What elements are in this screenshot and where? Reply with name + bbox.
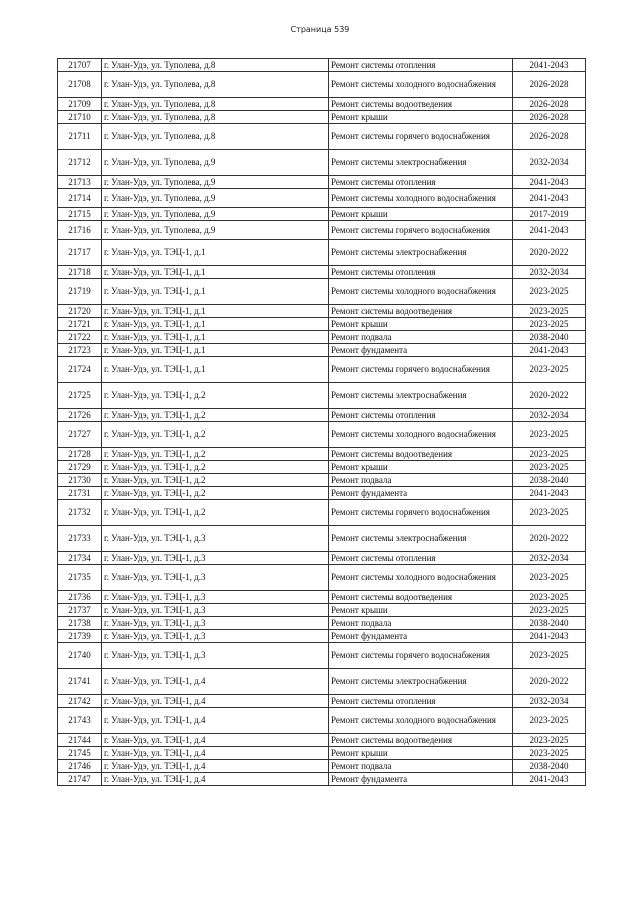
period-cell: 2023-2025 bbox=[513, 734, 586, 747]
work-type-cell: Ремонт фундамента bbox=[329, 630, 513, 643]
work-type-cell: Ремонт системы отопления bbox=[329, 409, 513, 422]
work-type-cell: Ремонт фундамента bbox=[329, 487, 513, 500]
address-cell: г. Улан-Удэ, ул. Туполева, д.9 bbox=[102, 208, 329, 221]
table-row bbox=[58, 695, 586, 708]
period-cell: 2023-2025 bbox=[513, 318, 586, 331]
address-cell: г. Улан-Удэ, ул. ТЭЦ-1, д.3 bbox=[102, 630, 329, 643]
table-row bbox=[58, 604, 586, 617]
table-row bbox=[58, 344, 586, 357]
row-number: 21738 bbox=[58, 617, 102, 630]
work-type-cell: Ремонт крыши bbox=[329, 604, 513, 617]
address-cell: г. Улан-Удэ, ул. ТЭЦ-1, д.1 bbox=[102, 240, 329, 266]
address-cell: г. Улан-Удэ, ул. ТЭЦ-1, д.3 bbox=[102, 552, 329, 565]
row-number: 21735 bbox=[58, 565, 102, 591]
table-row bbox=[58, 526, 586, 552]
table-row bbox=[58, 773, 586, 786]
table-row bbox=[58, 643, 586, 669]
period-cell: 2023-2025 bbox=[513, 422, 586, 448]
table-row bbox=[58, 279, 586, 305]
address-cell: г. Улан-Удэ, ул. ТЭЦ-1, д.3 bbox=[102, 643, 329, 669]
address-cell: г. Улан-Удэ, ул. ТЭЦ-1, д.3 bbox=[102, 526, 329, 552]
row-number: 21713 bbox=[58, 176, 102, 189]
table-row bbox=[58, 318, 586, 331]
row-number: 21714 bbox=[58, 189, 102, 208]
period-cell: 2026-2028 bbox=[513, 111, 586, 124]
work-type-cell: Ремонт подвала bbox=[329, 331, 513, 344]
row-number: 21708 bbox=[58, 72, 102, 98]
row-number: 21712 bbox=[58, 150, 102, 176]
work-type-cell: Ремонт системы водоотведения bbox=[329, 98, 513, 111]
row-number: 21730 bbox=[58, 474, 102, 487]
work-type-cell: Ремонт крыши bbox=[329, 461, 513, 474]
row-number: 21725 bbox=[58, 383, 102, 409]
row-number: 21740 bbox=[58, 643, 102, 669]
address-cell: г. Улан-Удэ, ул. Туполева, д.9 bbox=[102, 221, 329, 240]
period-cell: 2032-2034 bbox=[513, 552, 586, 565]
row-number: 21744 bbox=[58, 734, 102, 747]
table-row bbox=[58, 734, 586, 747]
address-cell: г. Улан-Удэ, ул. Туполева, д.9 bbox=[102, 189, 329, 208]
table-row bbox=[58, 72, 586, 98]
work-type-cell: Ремонт системы холодного водоснабжения bbox=[329, 708, 513, 734]
row-number: 21736 bbox=[58, 591, 102, 604]
work-type-cell: Ремонт системы электроснабжения bbox=[329, 240, 513, 266]
work-type-cell: Ремонт системы горячего водоснабжения bbox=[329, 357, 513, 383]
table-row bbox=[58, 474, 586, 487]
address-cell: г. Улан-Удэ, ул. ТЭЦ-1, д.2 bbox=[102, 448, 329, 461]
address-cell: г. Улан-Удэ, ул. ТЭЦ-1, д.3 bbox=[102, 591, 329, 604]
period-cell: 2023-2025 bbox=[513, 643, 586, 669]
work-type-cell: Ремонт системы холодного водоснабжения bbox=[329, 72, 513, 98]
period-cell: 2023-2025 bbox=[513, 461, 586, 474]
period-cell: 2020-2022 bbox=[513, 669, 586, 695]
period-cell: 2032-2034 bbox=[513, 266, 586, 279]
row-number: 21743 bbox=[58, 708, 102, 734]
row-number: 21718 bbox=[58, 266, 102, 279]
row-number: 21733 bbox=[58, 526, 102, 552]
work-type-cell: Ремонт фундамента bbox=[329, 773, 513, 786]
address-cell: г. Улан-Удэ, ул. Туполева, д.8 bbox=[102, 111, 329, 124]
work-type-cell: Ремонт системы горячего водоснабжения bbox=[329, 500, 513, 526]
row-number: 21720 bbox=[58, 305, 102, 318]
period-cell: 2038-2040 bbox=[513, 331, 586, 344]
table-row bbox=[58, 630, 586, 643]
address-cell: г. Улан-Удэ, ул. ТЭЦ-1, д.2 bbox=[102, 422, 329, 448]
period-cell: 2041-2043 bbox=[513, 221, 586, 240]
work-type-cell: Ремонт системы водоотведения bbox=[329, 591, 513, 604]
address-cell: г. Улан-Удэ, ул. ТЭЦ-1, д.2 bbox=[102, 500, 329, 526]
period-cell: 2023-2025 bbox=[513, 448, 586, 461]
work-type-cell: Ремонт крыши bbox=[329, 318, 513, 331]
row-number: 21729 bbox=[58, 461, 102, 474]
work-type-cell: Ремонт системы отопления bbox=[329, 59, 513, 72]
period-cell: 2023-2025 bbox=[513, 279, 586, 305]
work-type-cell: Ремонт системы электроснабжения bbox=[329, 669, 513, 695]
address-cell: г. Улан-Удэ, ул. ТЭЦ-1, д.2 bbox=[102, 409, 329, 422]
address-cell: г. Улан-Удэ, ул. ТЭЦ-1, д.4 bbox=[102, 760, 329, 773]
address-cell: г. Улан-Удэ, ул. Туполева, д.8 bbox=[102, 59, 329, 72]
address-cell: г. Улан-Удэ, ул. ТЭЦ-1, д.3 bbox=[102, 565, 329, 591]
work-type-cell: Ремонт системы холодного водоснабжения bbox=[329, 189, 513, 208]
period-cell: 2032-2034 bbox=[513, 150, 586, 176]
work-type-cell: Ремонт системы отопления bbox=[329, 552, 513, 565]
period-cell: 2038-2040 bbox=[513, 474, 586, 487]
period-cell: 2023-2025 bbox=[513, 591, 586, 604]
table-row bbox=[58, 357, 586, 383]
address-cell: г. Улан-Удэ, ул. ТЭЦ-1, д.1 bbox=[102, 331, 329, 344]
address-cell: г. Улан-Удэ, ул. ТЭЦ-1, д.4 bbox=[102, 773, 329, 786]
work-type-cell: Ремонт системы горячего водоснабжения bbox=[329, 643, 513, 669]
address-cell: г. Улан-Удэ, ул. ТЭЦ-1, д.4 bbox=[102, 695, 329, 708]
address-cell: г. Улан-Удэ, ул. ТЭЦ-1, д.1 bbox=[102, 279, 329, 305]
row-number: 21709 bbox=[58, 98, 102, 111]
row-number: 21732 bbox=[58, 500, 102, 526]
row-number: 21719 bbox=[58, 279, 102, 305]
period-cell: 2026-2028 bbox=[513, 98, 586, 111]
table-row bbox=[58, 500, 586, 526]
row-number: 21737 bbox=[58, 604, 102, 617]
table-row bbox=[58, 708, 586, 734]
table-row bbox=[58, 552, 586, 565]
table-row bbox=[58, 617, 586, 630]
period-cell: 2038-2040 bbox=[513, 617, 586, 630]
period-cell: 2023-2025 bbox=[513, 604, 586, 617]
work-type-cell: Ремонт системы отопления bbox=[329, 695, 513, 708]
work-type-cell: Ремонт системы отопления bbox=[329, 176, 513, 189]
period-cell: 2020-2022 bbox=[513, 383, 586, 409]
address-cell: г. Улан-Удэ, ул. ТЭЦ-1, д.4 bbox=[102, 734, 329, 747]
table-row bbox=[58, 150, 586, 176]
table-row bbox=[58, 760, 586, 773]
row-number: 21726 bbox=[58, 409, 102, 422]
work-type-cell: Ремонт крыши bbox=[329, 111, 513, 124]
table-row bbox=[58, 461, 586, 474]
table-row bbox=[58, 409, 586, 422]
table-row bbox=[58, 189, 586, 208]
row-number: 21717 bbox=[58, 240, 102, 266]
row-number: 21734 bbox=[58, 552, 102, 565]
period-cell: 2023-2025 bbox=[513, 357, 586, 383]
period-cell: 2020-2022 bbox=[513, 240, 586, 266]
period-cell: 2023-2025 bbox=[513, 305, 586, 318]
period-cell: 2041-2043 bbox=[513, 773, 586, 786]
table-row bbox=[58, 487, 586, 500]
page-number-header: Страница 539 bbox=[290, 25, 350, 34]
row-number: 21722 bbox=[58, 331, 102, 344]
row-number: 21739 bbox=[58, 630, 102, 643]
address-cell: г. Улан-Удэ, ул. Туполева, д.8 bbox=[102, 124, 329, 150]
row-number: 21742 bbox=[58, 695, 102, 708]
address-cell: г. Улан-Удэ, ул. ТЭЦ-1, д.1 bbox=[102, 318, 329, 331]
address-cell: г. Улан-Удэ, ул. ТЭЦ-1, д.2 bbox=[102, 474, 329, 487]
period-cell: 2041-2043 bbox=[513, 176, 586, 189]
row-number: 21710 bbox=[58, 111, 102, 124]
period-cell: 2041-2043 bbox=[513, 487, 586, 500]
table-row bbox=[58, 124, 586, 150]
row-number: 21728 bbox=[58, 448, 102, 461]
table-row bbox=[58, 747, 586, 760]
table-row bbox=[58, 305, 586, 318]
row-number: 21747 bbox=[58, 773, 102, 786]
address-cell: г. Улан-Удэ, ул. ТЭЦ-1, д.4 bbox=[102, 747, 329, 760]
table-row bbox=[58, 208, 586, 221]
period-cell: 2041-2043 bbox=[513, 344, 586, 357]
row-number: 21724 bbox=[58, 357, 102, 383]
address-cell: г. Улан-Удэ, ул. Туполева, д.9 bbox=[102, 150, 329, 176]
address-cell: г. Улан-Удэ, ул. ТЭЦ-1, д.4 bbox=[102, 708, 329, 734]
work-type-cell: Ремонт подвала bbox=[329, 474, 513, 487]
work-type-cell: Ремонт подвала bbox=[329, 760, 513, 773]
row-number: 21716 bbox=[58, 221, 102, 240]
row-number: 21711 bbox=[58, 124, 102, 150]
address-cell: г. Улан-Удэ, ул. Туполева, д.8 bbox=[102, 98, 329, 111]
table-row bbox=[58, 266, 586, 279]
table-row bbox=[58, 331, 586, 344]
table-row bbox=[58, 111, 586, 124]
row-number: 21731 bbox=[58, 487, 102, 500]
work-type-cell: Ремонт системы водоотведения bbox=[329, 734, 513, 747]
row-number: 21741 bbox=[58, 669, 102, 695]
work-type-cell: Ремонт системы электроснабжения bbox=[329, 526, 513, 552]
period-cell: 2032-2034 bbox=[513, 409, 586, 422]
work-type-cell: Ремонт системы холодного водоснабжения bbox=[329, 279, 513, 305]
period-cell: 2023-2025 bbox=[513, 708, 586, 734]
address-cell: г. Улан-Удэ, ул. ТЭЦ-1, д.3 bbox=[102, 617, 329, 630]
address-cell: г. Улан-Удэ, ул. ТЭЦ-1, д.4 bbox=[102, 669, 329, 695]
period-cell: 2032-2034 bbox=[513, 695, 586, 708]
table-row bbox=[58, 565, 586, 591]
period-cell: 2023-2025 bbox=[513, 747, 586, 760]
address-cell: г. Улан-Удэ, ул. Туполева, д.9 bbox=[102, 176, 329, 189]
row-number: 21707 bbox=[58, 59, 102, 72]
period-cell: 2041-2043 bbox=[513, 630, 586, 643]
repair-schedule-table bbox=[57, 58, 586, 786]
table-row bbox=[58, 591, 586, 604]
address-cell: г. Улан-Удэ, ул. ТЭЦ-1, д.1 bbox=[102, 344, 329, 357]
work-type-cell: Ремонт системы водоотведения bbox=[329, 448, 513, 461]
table-row bbox=[58, 448, 586, 461]
work-type-cell: Ремонт крыши bbox=[329, 747, 513, 760]
table-row bbox=[58, 422, 586, 448]
work-type-cell: Ремонт системы водоотведения bbox=[329, 305, 513, 318]
period-cell: 2020-2022 bbox=[513, 526, 586, 552]
table-row bbox=[58, 176, 586, 189]
period-cell: 2017-2019 bbox=[513, 208, 586, 221]
row-number: 21745 bbox=[58, 747, 102, 760]
address-cell: г. Улан-Удэ, ул. ТЭЦ-1, д.1 bbox=[102, 266, 329, 279]
work-type-cell: Ремонт системы горячего водоснабжения bbox=[329, 221, 513, 240]
table-row bbox=[58, 98, 586, 111]
row-number: 21746 bbox=[58, 760, 102, 773]
row-number: 21723 bbox=[58, 344, 102, 357]
period-cell: 2023-2025 bbox=[513, 565, 586, 591]
address-cell: г. Улан-Удэ, ул. Туполева, д.8 bbox=[102, 72, 329, 98]
table-row bbox=[58, 669, 586, 695]
table-row bbox=[58, 383, 586, 409]
work-type-cell: Ремонт крыши bbox=[329, 208, 513, 221]
address-cell: г. Улан-Удэ, ул. ТЭЦ-1, д.1 bbox=[102, 305, 329, 318]
work-type-cell: Ремонт подвала bbox=[329, 617, 513, 630]
period-cell: 2041-2043 bbox=[513, 189, 586, 208]
table-row bbox=[58, 221, 586, 240]
work-type-cell: Ремонт системы отопления bbox=[329, 266, 513, 279]
work-type-cell: Ремонт системы горячего водоснабжения bbox=[329, 124, 513, 150]
period-cell: 2041-2043 bbox=[513, 59, 586, 72]
period-cell: 2023-2025 bbox=[513, 500, 586, 526]
table-row bbox=[58, 59, 586, 72]
address-cell: г. Улан-Удэ, ул. ТЭЦ-1, д.2 bbox=[102, 383, 329, 409]
work-type-cell: Ремонт системы электроснабжения bbox=[329, 383, 513, 409]
work-type-cell: Ремонт системы электроснабжения bbox=[329, 150, 513, 176]
row-number: 21721 bbox=[58, 318, 102, 331]
period-cell: 2026-2028 bbox=[513, 72, 586, 98]
row-number: 21727 bbox=[58, 422, 102, 448]
row-number: 21715 bbox=[58, 208, 102, 221]
address-cell: г. Улан-Удэ, ул. ТЭЦ-1, д.1 bbox=[102, 357, 329, 383]
table-row bbox=[58, 240, 586, 266]
work-type-cell: Ремонт системы холодного водоснабжения bbox=[329, 422, 513, 448]
address-cell: г. Улан-Удэ, ул. ТЭЦ-1, д.2 bbox=[102, 461, 329, 474]
work-type-cell: Ремонт фундамента bbox=[329, 344, 513, 357]
work-type-cell: Ремонт системы холодного водоснабжения bbox=[329, 565, 513, 591]
address-cell: г. Улан-Удэ, ул. ТЭЦ-1, д.2 bbox=[102, 487, 329, 500]
period-cell: 2026-2028 bbox=[513, 124, 586, 150]
period-cell: 2038-2040 bbox=[513, 760, 586, 773]
address-cell: г. Улан-Удэ, ул. ТЭЦ-1, д.3 bbox=[102, 604, 329, 617]
